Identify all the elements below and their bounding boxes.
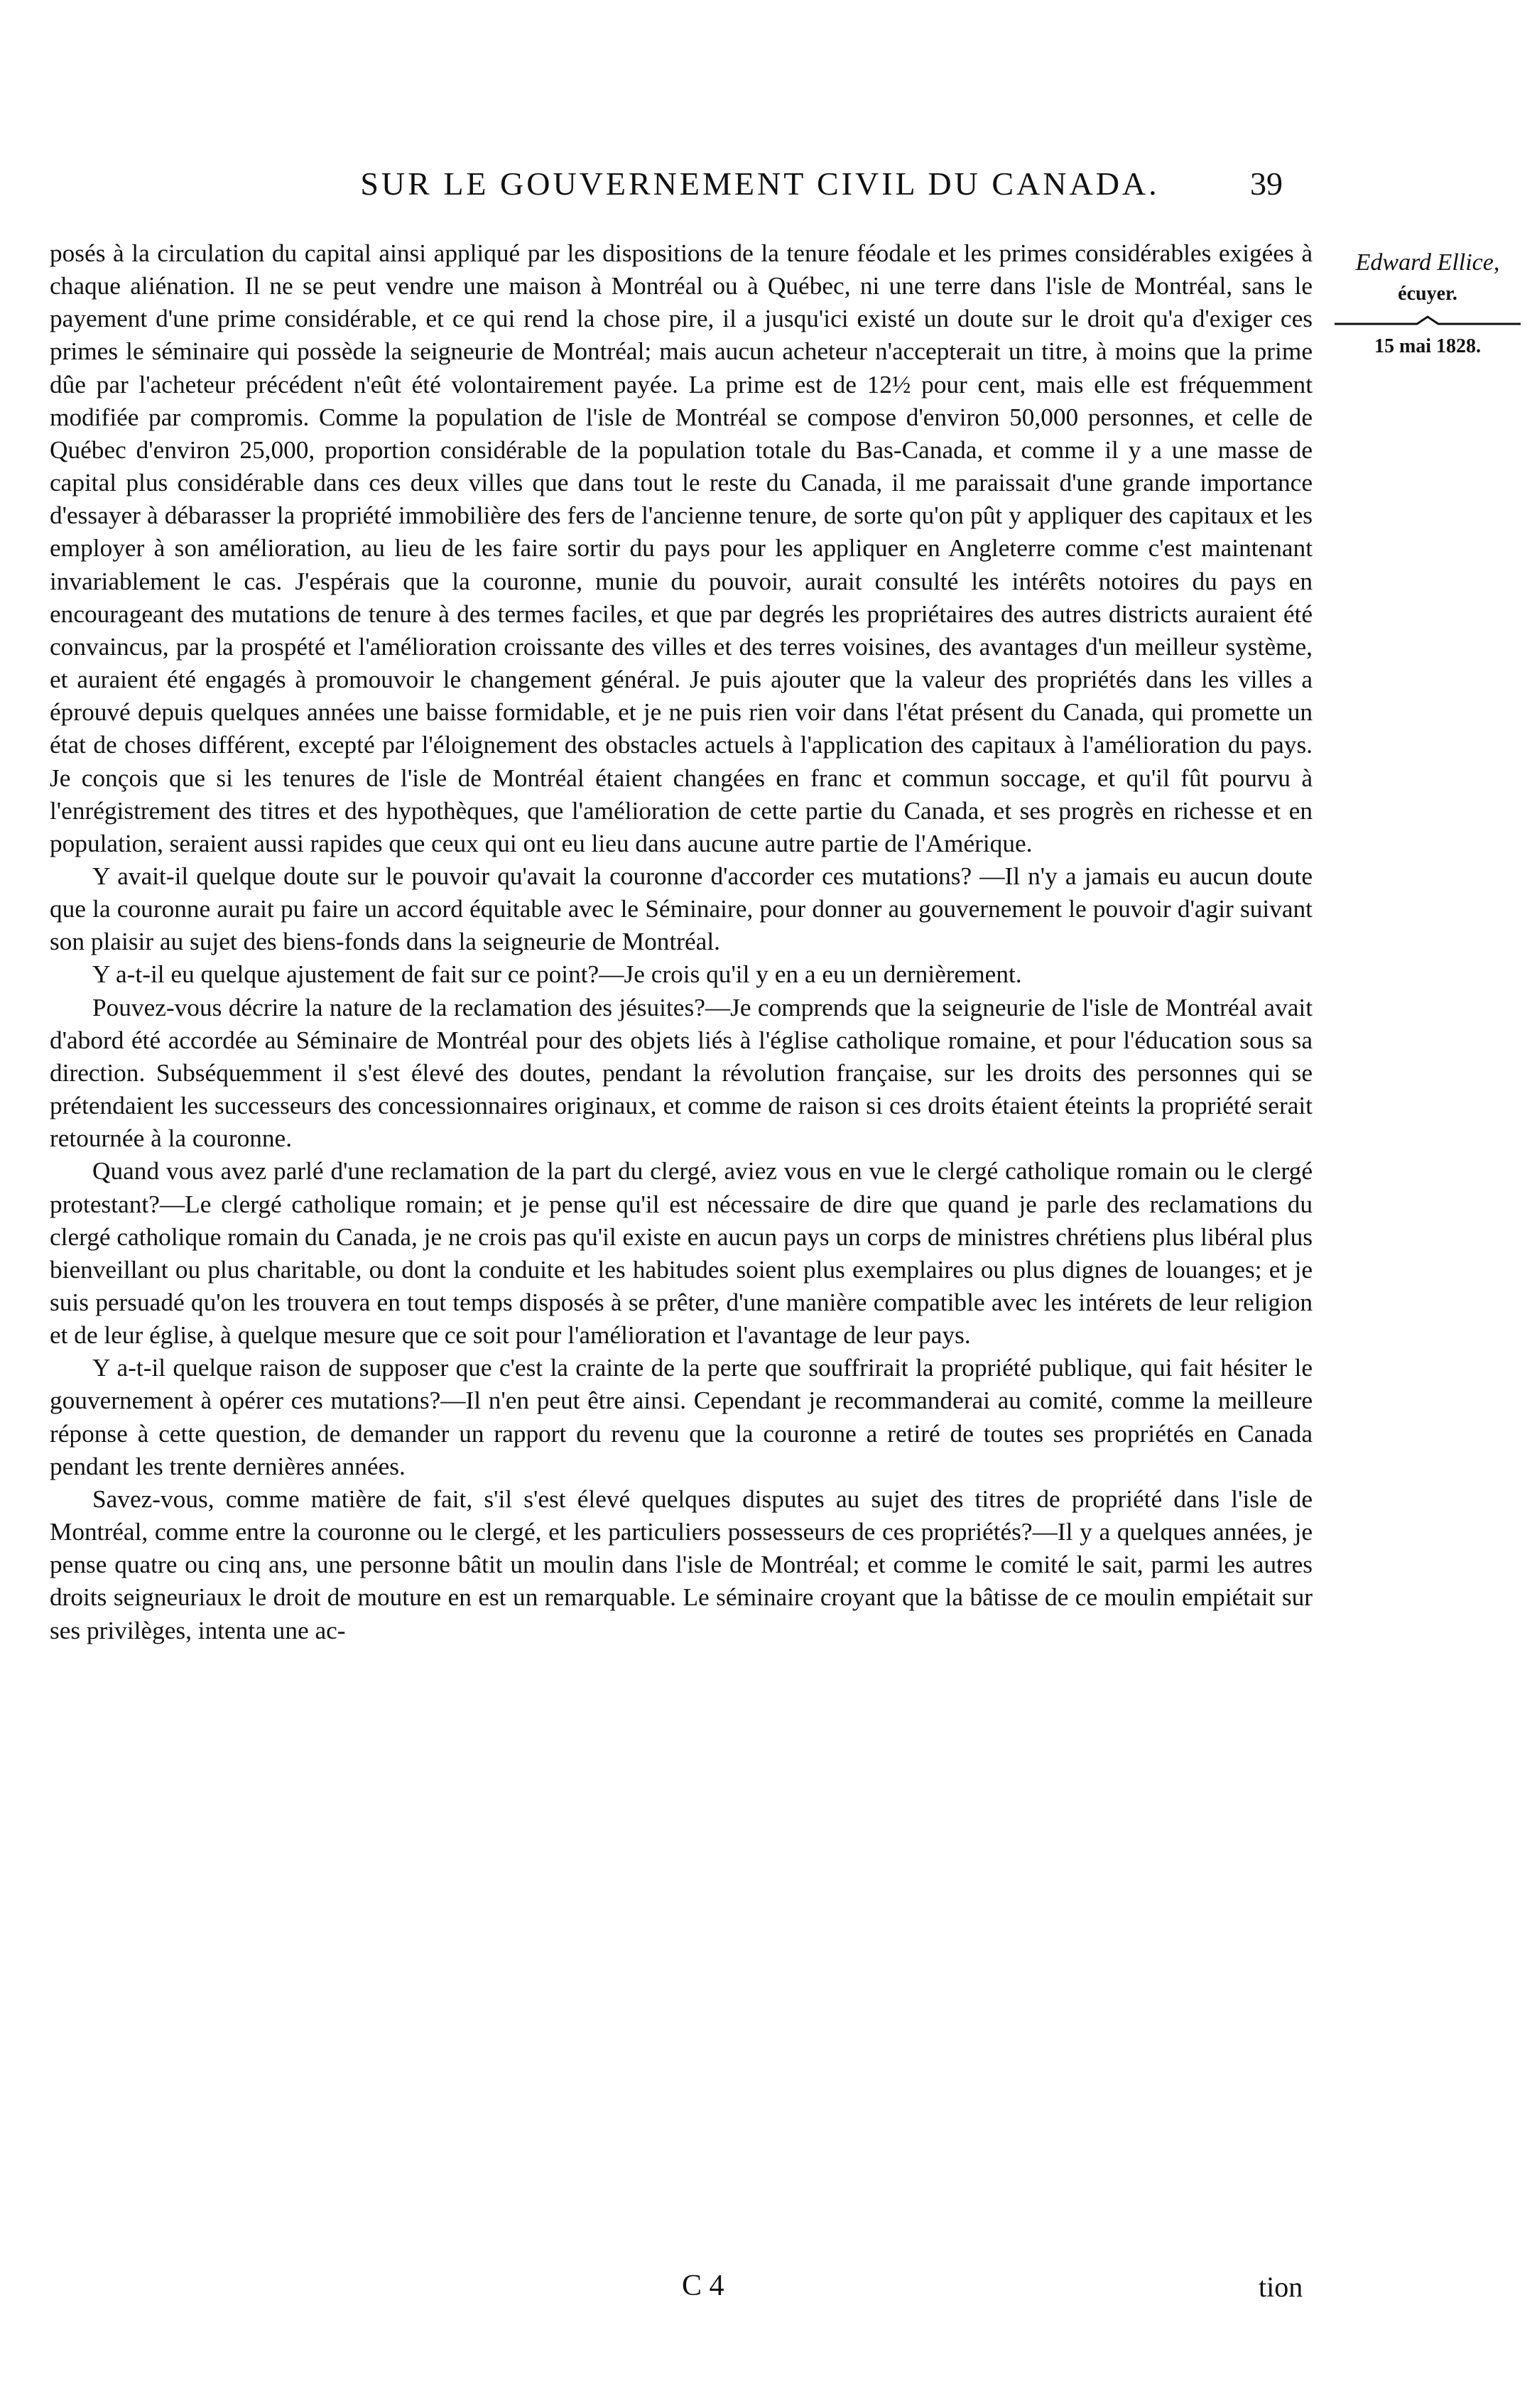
paragraph: Savez-vous, comme matière de fait, s'il s'est élevé quelques disputes au sujet des titres de propriété dans l'isle de Montréal, comme entre la couronne ou le clergé, et les particuliers possesseurs de ces propriétés?—Il y a quelques années, je pense quatre ou cinq ans, une personne bâtit un moulin dans l'isle de Montréal; et comme le comité le sait, parmi les autres droits seigneuriaux le droit de mouture en est un remarquable. Le séminaire croyant que la bâtisse de ce moulin empiétait sur ses privilèges, intenta une ac- xyxy=(50,1485,1313,1644)
margin-note-date: 15 mai 1828. xyxy=(1374,335,1482,357)
margin-note-name: Edward Ellice, xyxy=(1355,249,1500,276)
paragraph: posés à la circulation du capital ainsi appliqué par les dispositions de la tenure féodale et les primes considérables exigées à chaque aliénation. Il ne se peut vendre une maison à Montréal ou à Québec, ni une terre dans l'isle de Montréal, sans le payement d'une prime considérable, et ce qui rend la chose pire, il a jusqu'ici existé un doute sur le droit qu'a d'exiger ces primes le séminaire qui possède la seigneurie de Montréal; mais aucun acheteur n'accepterait un titre, à moins que la prime dûe par l'acheteur précédent n'eût été volontairement payée. La prime est de 12½ pour cent, mais elle est fréquemment modifiée par compromis. Comme la population de l'isle de Montréal se compose d'environ 50,000 personnes, et celle de Québec d'environ 25,000, proportion considérable de la population totale du Bas-Canada, et comme il y a une masse de capital plus considérable dans ces deux villes que dans tout le reste du Canada, il me paraissait d'une grande importance d'essayer à débarasser la propriété immobilière des fers de l'ancienne tenure, de sorte qu'on pût y appliquer des capitaux et les employer à son amélioration, au lieu de les faire sortir du pays pour les appliquer en Angleterre comme c'est maintenant invariablement le cas. J'espérais que la couronne, munie du pouvoir, aurait consulté les intérêts notoires du pays en encourageant des mutations de tenure à des termes faciles, et que par degrés les propriétaires des autres districts auraient été convaincus, par la prospété et l'amélioration croissante des villes et des terres voisines, des avantages d'un meilleur système, et auraient été engagés à promouvoir le changement général. Je puis ajouter que la valeur des propriétés dans les villes a éprouvé depuis quelques années une baisse formidable, et je ne puis rien voir dans l'état présent du Canada, qui promette un état de choses différent, excepté par l'éloignement des obstacles actuels à l'application des capitaux à l'amélioration du pays. Je conçois que si les tenures de l'isle de Montréal étaient changées en franc et commun soccage, et qu'il fût pourvu à l'enrégistrement des titres et des hypothèques, que l'amélioration de cette partie du Canada, et ses progrès en richesse et en population, seraient aussi rapides que ceux qui ont eu lieu dans aucune autre partie de l'Amérique. xyxy=(50,239,1313,857)
page-number: 39 xyxy=(1250,166,1283,202)
running-title: SUR LE GOUVERNEMENT CIVIL DU CANADA. xyxy=(360,166,1160,202)
paragraph: Quand vous avez parlé d'une reclamation de la part du clergé, aviez vous en vue le clergé catholique romain ou le clergé protestant?—Le clergé catholique romain; et je pense qu'il est nécessaire de dire que quand je parle des reclamations du clergé catholique romain du Canada, je ne crois pas qu'il existe en aucun pays un corps de ministres chrétiens plus libéral plus bienveillant ou plus charitable, ou dont la conduite et les habitudes soient plus exemplaires ou plus dignes de louanges; et je suis persuadé qu'on les trouvera en tout temps disposés à se prêter, d'une manière compatible avec les intérets de leur religion et de leur église, à quelque mesure que ce soit pour l'amélioration et l'avantage de leur pays. xyxy=(50,1157,1313,1350)
paragraph: Y a-t-il eu quelque ajustement de fait sur ce point?—Je crois qu'il y en a eu un dernièrement. xyxy=(92,960,1022,989)
paragraph: Y avait-il quelque doute sur le pouvoir qu'avait la couronne d'accorder ces mutations? —Il n'y a jamais eu aucun doute que la couronne aurait pu faire un accord équitable avec le Séminaire, pour donner au gouvernement le pouvoir d'agir suivant son plaisir au sujet des biens-fonds dans la seigneurie de Montréal. xyxy=(50,862,1313,956)
catchword: tion xyxy=(1259,2271,1303,2303)
margin-note xyxy=(1321,247,1534,362)
margin-brace-rule xyxy=(1332,314,1524,331)
signature-mark: C 4 xyxy=(682,2269,724,2302)
body-text xyxy=(50,237,1313,1647)
margin-note-title: écuyer. xyxy=(1398,283,1457,305)
paragraph: Pouvez-vous décrire la nature de la reclamation des jésuites?—Je comprends que la seigneurie de l'isle de Montréal avait d'abord été accordée au Séminaire de Montréal pour des objets liés à l'église catholique romaine, et pour l'éducation sous sa direction. Subséquemment il s'est élevé des doutes, pendant la révolution française, sur les droits des personnes qui se prétendaient les successeurs des concessionnaires originaux, et comme de raison si ces droits étaient éteints la propriété serait retournée à la couronne. xyxy=(50,993,1313,1153)
paragraph: Y a-t-il quelque raison de supposer que c'est la crainte de la perte que souffrirait la propriété publique, qui fait hésiter le gouvernement à opérer ces mutations?—Il n'en peut être ainsi. Cependant je recommanderai au comité, comme la meilleure réponse à cette question, de demander un rapport du revenu que la couronne a retiré de toutes ses propriétés en Canada pendant les trente dernières années. xyxy=(50,1354,1313,1480)
